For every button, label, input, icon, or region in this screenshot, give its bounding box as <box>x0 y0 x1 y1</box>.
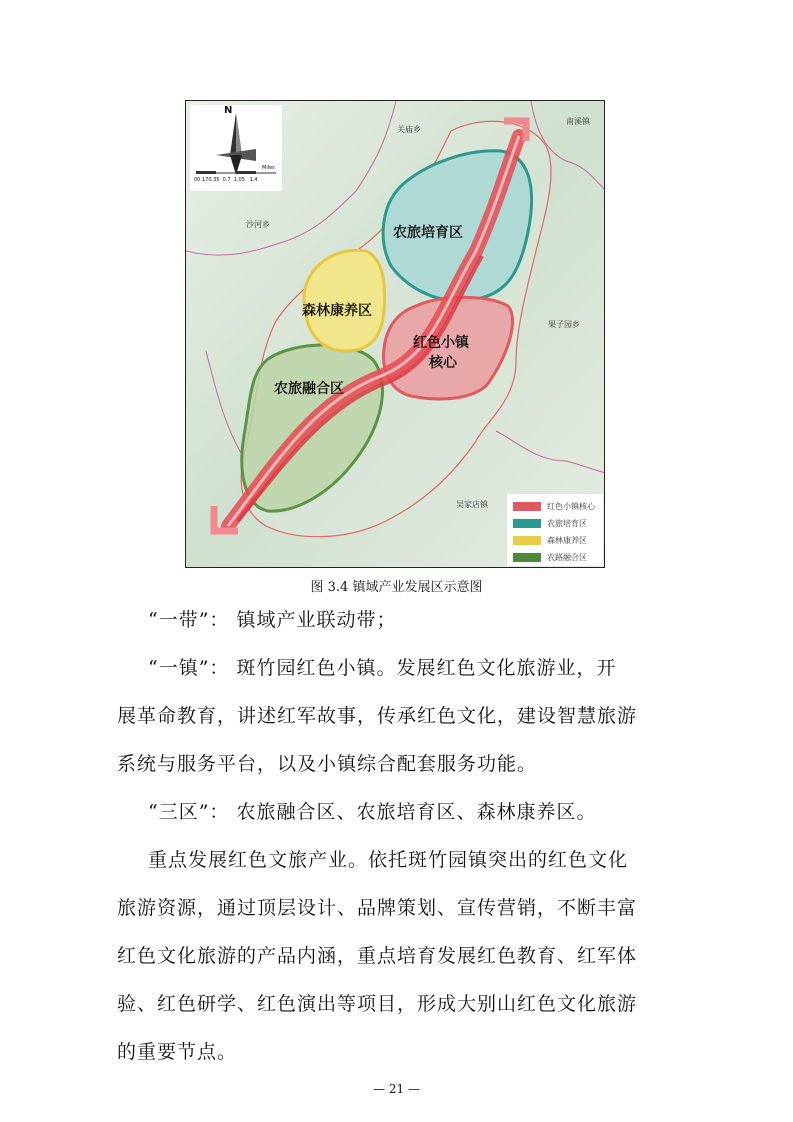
label-senlin-kangyang: 森林康养区 <box>302 303 372 319</box>
legend-item <box>513 516 587 530</box>
scale-unit: Miles <box>262 165 275 171</box>
paragraph-line: 重点发展红色文旅产业。依托斑竹园镇突出的红色文化 <box>148 849 629 871</box>
legend-swatch <box>513 502 541 511</box>
paragraph-line: 展革命教育，讲述红军故事，传承红色文化，建设智慧旅游 <box>117 705 638 727</box>
paragraph-line: 系统与服务平台，以及小镇综合配套服务功能。 <box>117 753 538 775</box>
place-nanxi: 南溪镇 <box>566 117 590 126</box>
label-nonglv-ronghe: 农旅融合区 <box>274 381 344 397</box>
legend-swatch <box>513 553 541 562</box>
legend-label: 农路融合区 <box>547 552 587 562</box>
compass-scale-box <box>190 105 282 191</box>
legend-item <box>513 499 595 513</box>
paragraph-line: 红色文化旅游的产品内涵，重点培育发展红色教育、红军体 <box>117 945 638 967</box>
paragraph-line: “三区”： 农旅融合区、农旅培育区、森林康养区。 <box>148 801 597 823</box>
map-legend <box>507 494 603 566</box>
place-shahe: 沙河乡 <box>246 220 270 229</box>
place-wujiadian: 吴家店镇 <box>456 500 488 509</box>
paragraph-line: “一带”： 镇域产业联动带； <box>148 609 397 631</box>
legend-label: 森林康养区 <box>547 535 587 545</box>
place-guanmiao: 关庙乡 <box>397 125 421 134</box>
paragraph-line: 验、红色研学、红色演出等项目，形成大别山红色文化旅游 <box>117 993 638 1015</box>
north-letter: N <box>224 105 233 116</box>
paragraph-line: 的重要节点。 <box>117 1041 238 1063</box>
place-guoziyuan: 果子园乡 <box>548 320 580 329</box>
legend-item <box>513 550 587 564</box>
zoning-map <box>185 100 605 568</box>
scale-ticks: 00.170.35 0.7 1.05 1.4 <box>194 177 258 183</box>
label-nonglv-peiyu: 农旅培育区 <box>393 225 463 241</box>
page-number: — 21 — <box>373 1082 420 1096</box>
legend-item <box>513 533 587 547</box>
legend-swatch <box>513 519 541 528</box>
figure-caption: 图 3.4 镇域产业发展区示意图 <box>310 580 483 595</box>
legend-label: 农旅培育区 <box>547 518 587 528</box>
legend-label: 红色小镇核心 <box>547 501 595 511</box>
label-hongse-line1: 红色小镇 <box>413 335 469 351</box>
legend-swatch <box>513 536 541 545</box>
paragraph-line: “一镇”： 斑竹园红色小镇。发展红色文化旅游业，开 <box>148 657 617 679</box>
paragraph-line: 旅游资源，通过顶层设计、品牌策划、宣传营销，不断丰富 <box>117 897 638 919</box>
label-hongse-line2: 核心 <box>429 355 457 371</box>
